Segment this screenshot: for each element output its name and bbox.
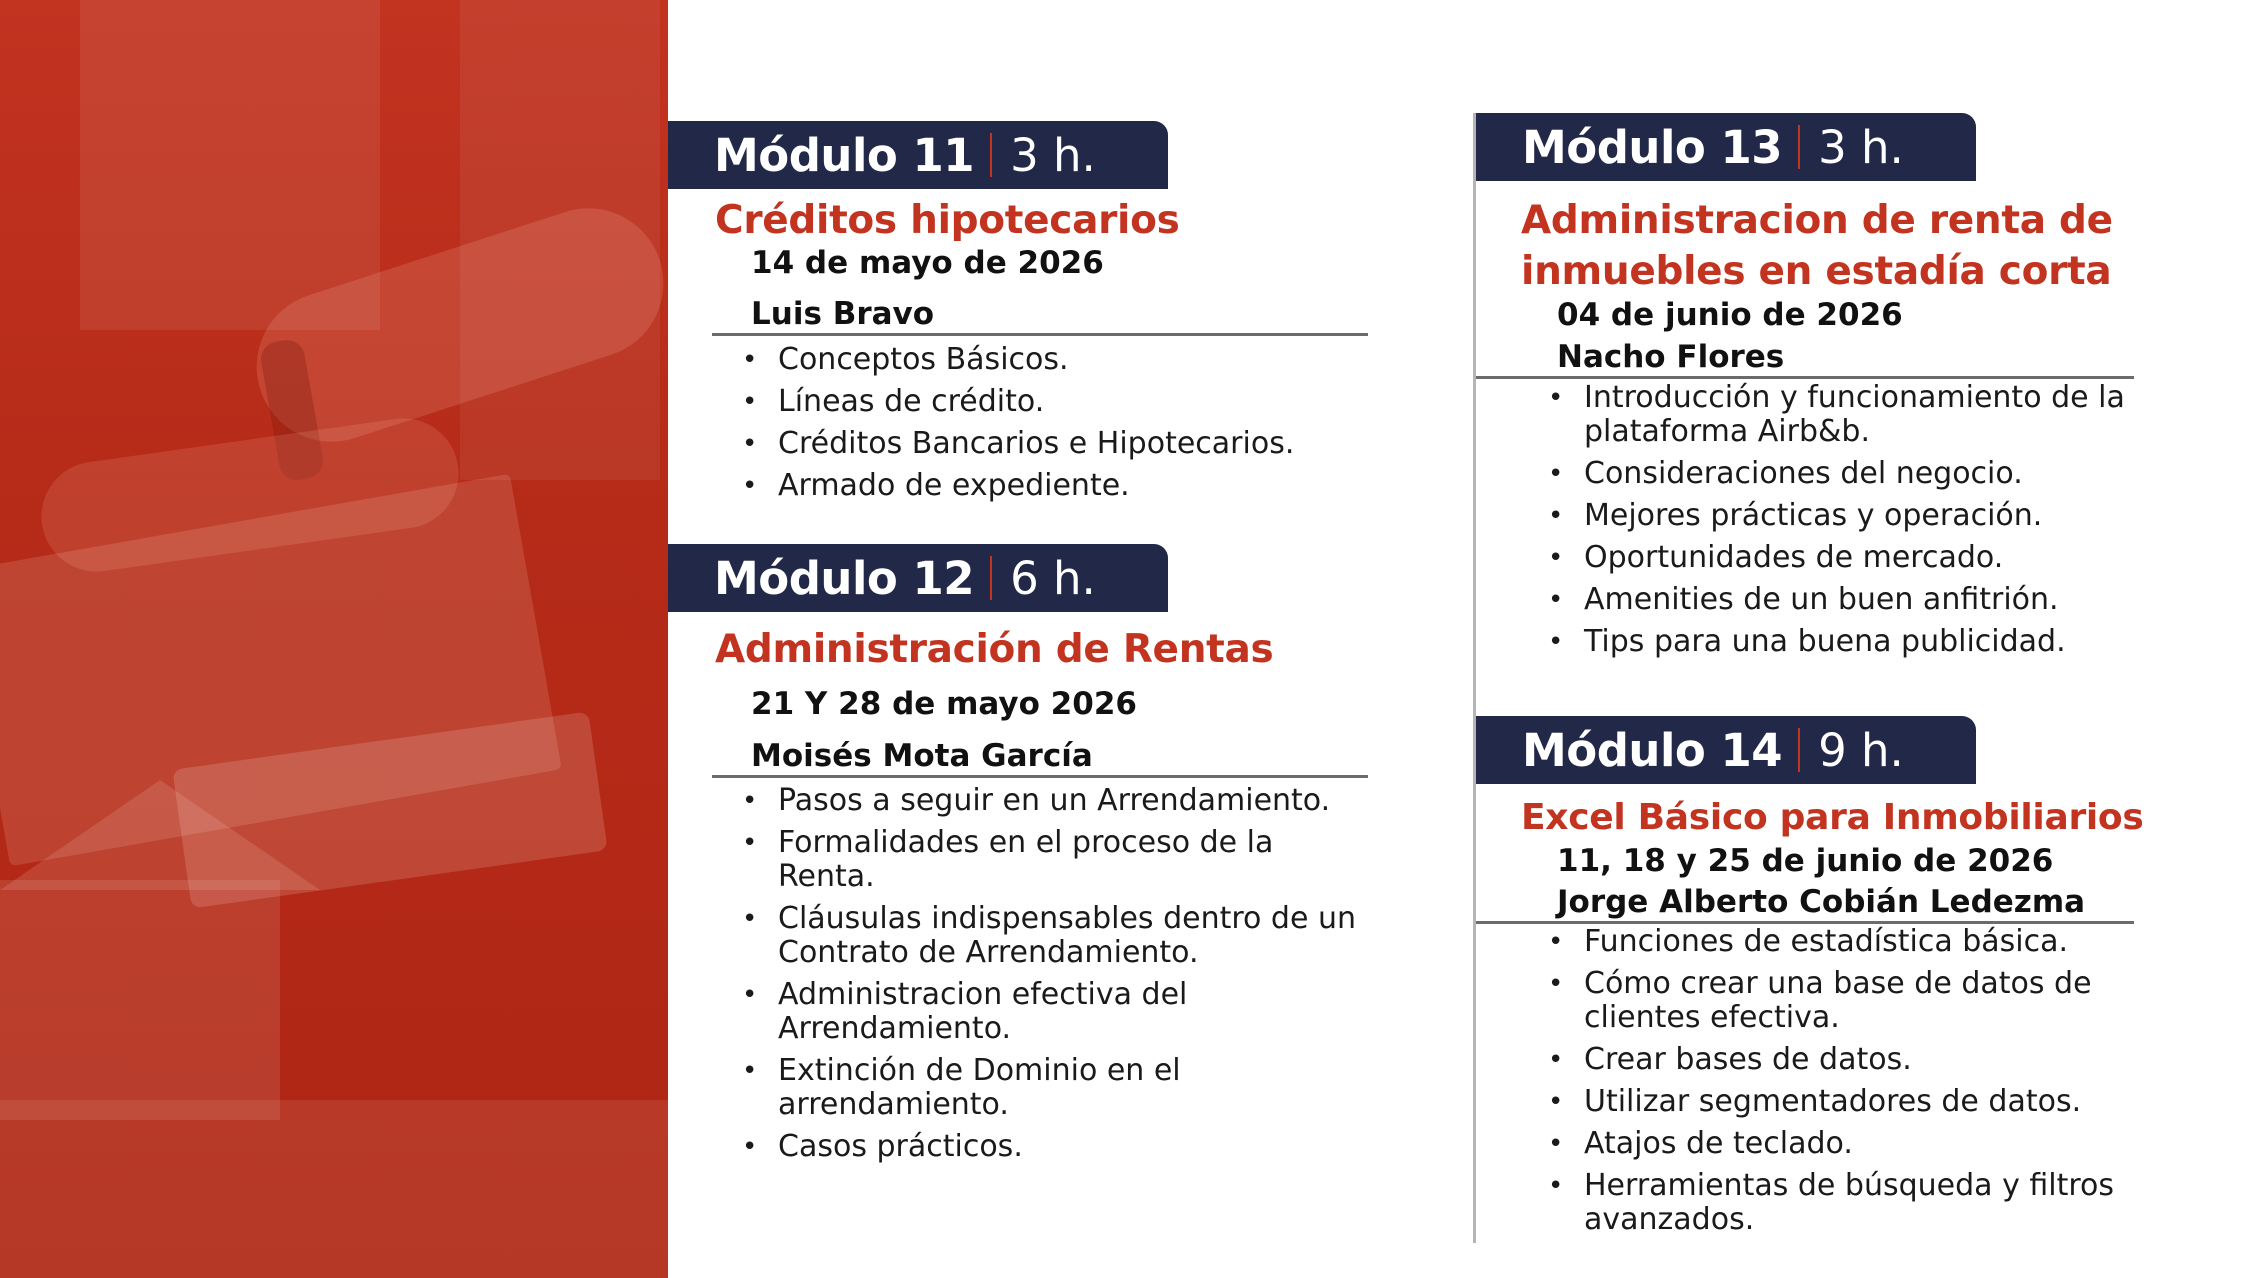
list-item: • Atajos de teclado.: [1548, 1126, 1853, 1161]
module-13-date: 04 de junio de 2026: [1557, 297, 1903, 333]
module-12-title: Administración de Rentas: [715, 627, 1274, 672]
list-item: • Administracion efectiva del Arrendamiento.: [742, 977, 1188, 1046]
module-number: Módulo 11: [714, 128, 975, 182]
module-11-topics: [740, 343, 1360, 511]
module-hours: 3 h.: [1010, 128, 1096, 182]
module-11-instructor: Luis Bravo: [751, 296, 935, 332]
list-item: • Créditos Bancarios e Hipotecarios.: [742, 426, 1295, 461]
module-11-title: Créditos hipotecarios: [715, 198, 1180, 243]
list-item: • Herramientas de búsqueda y filtros avanzados.: [1548, 1168, 2115, 1237]
list-item: • Amenities de un buen anfitrión.: [1548, 582, 2059, 617]
module-14-topics: [1546, 925, 2166, 1245]
right-column-line: [1473, 113, 1476, 1243]
photo-window-shape: [80, 0, 380, 330]
list-item: • Extinción de Dominio en el arrendamiento.: [742, 1053, 1181, 1122]
list-item: • Cláusulas indispensables dentro de un Contrato de Arrendamiento.: [742, 901, 1356, 970]
module-12-header: [668, 544, 1168, 612]
module-13-header: [1476, 113, 1976, 181]
module-14-title: Excel Básico para Inmobiliarios: [1521, 797, 2144, 838]
module-hours: 9 h.: [1818, 723, 1904, 777]
module-11-date: 14 de mayo de 2026: [751, 245, 1104, 281]
photo-house-model: [0, 880, 280, 1120]
module-11-rule: [712, 333, 1368, 336]
list-item: • Utilizar segmentadores de datos.: [1548, 1084, 2082, 1119]
header-divider: [1798, 728, 1800, 772]
list-item: • Armado de expediente.: [742, 468, 1130, 503]
module-13-rule: [1476, 376, 2134, 379]
photo-house-roof: [0, 780, 320, 890]
module-11-header: [668, 121, 1168, 189]
module-hours: 6 h.: [1010, 551, 1096, 605]
module-number: Módulo 13: [1522, 120, 1783, 174]
module-14-header: [1476, 716, 1976, 784]
list-item: • Oportunidades de mercado.: [1548, 540, 2004, 575]
list-item: • Formalidades en el proceso de la Renta.: [742, 825, 1274, 894]
list-item: • Conceptos Básicos.: [742, 342, 1069, 377]
list-item: • Introducción y funcionamiento de la plataforma Airb&b.: [1548, 380, 2125, 449]
header-divider: [990, 556, 992, 600]
header-divider: [990, 133, 992, 177]
list-item: • Tips para una buena publicidad.: [1548, 624, 2066, 659]
module-14-date: 11, 18 y 25 de junio de 2026: [1557, 843, 2054, 879]
module-12-rule: [712, 775, 1368, 778]
module-number: Módulo 12: [714, 551, 975, 605]
module-hours: 3 h.: [1818, 120, 1904, 174]
list-item: • Crear bases de datos.: [1548, 1042, 1912, 1077]
module-13-title-line-2: inmuebles en estadía corta: [1521, 249, 2112, 294]
module-13-title: [1521, 195, 2113, 297]
module-14-instructor: Jorge Alberto Cobián Ledezma: [1557, 884, 2086, 920]
module-12-instructor: Moisés Mota García: [751, 738, 1093, 774]
hero-photo: [0, 0, 668, 1278]
module-13-topics: [1546, 381, 2166, 667]
list-item: • Mejores prácticas y operación.: [1548, 498, 2043, 533]
list-item: • Consideraciones del negocio.: [1548, 456, 2023, 491]
list-item: • Líneas de crédito.: [742, 384, 1045, 419]
header-divider: [1798, 125, 1800, 169]
list-item: • Casos prácticos.: [742, 1129, 1023, 1164]
module-12-topics: [740, 784, 1370, 1172]
module-13-instructor: Nacho Flores: [1557, 339, 1785, 375]
photo-desk: [0, 1100, 668, 1278]
module-13-title-line-1: Administracion de renta de: [1521, 198, 2113, 243]
module-12-date: 21 Y 28 de mayo 2026: [751, 686, 1137, 722]
list-item: • Cómo crear una base de datos de clientes efectiva.: [1548, 966, 2092, 1035]
list-item: • Pasos a seguir en un Arrendamiento.: [742, 783, 1331, 818]
list-item: • Funciones de estadística básica.: [1548, 924, 2069, 959]
module-number: Módulo 14: [1522, 723, 1783, 777]
